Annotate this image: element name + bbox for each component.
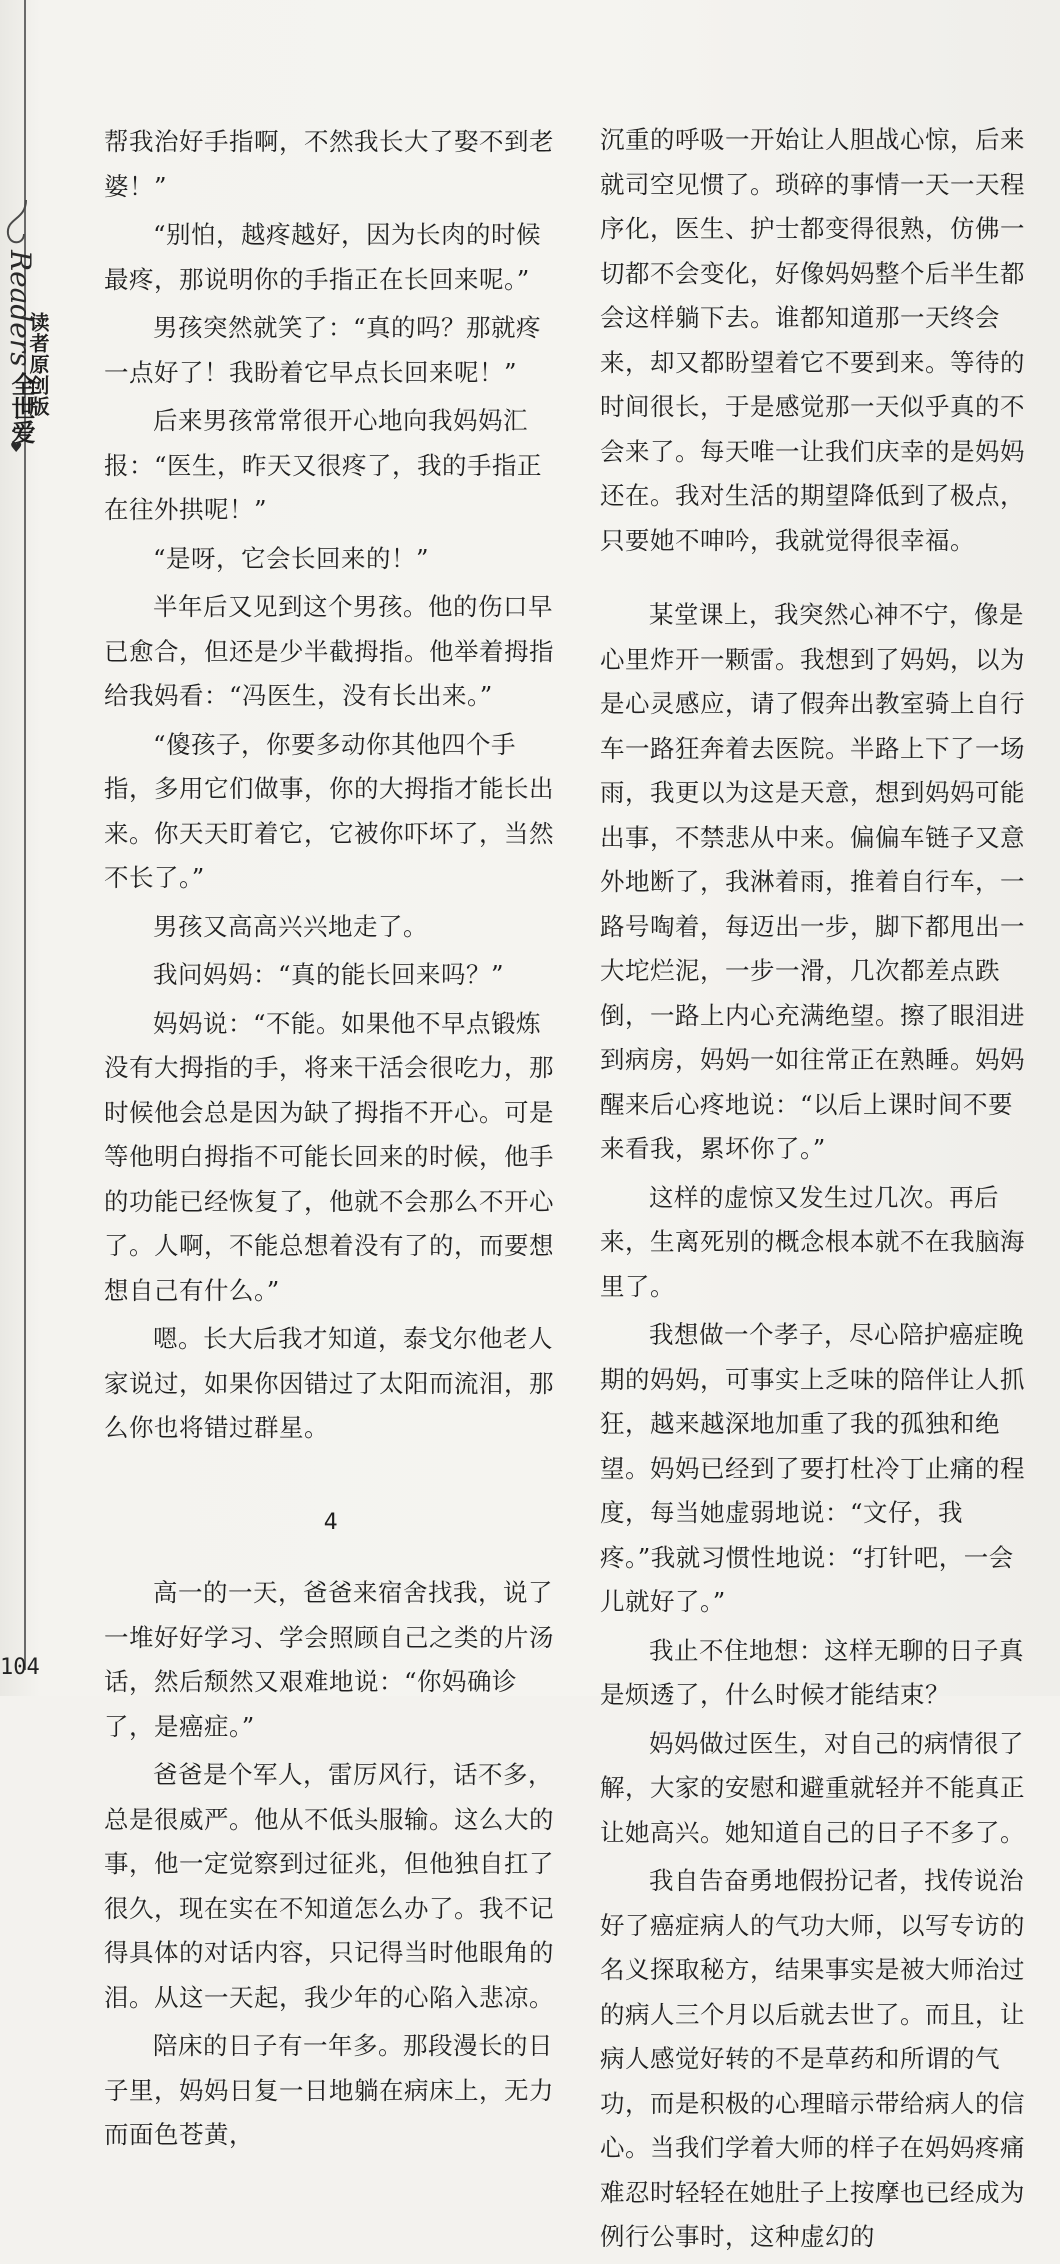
magazine-brand-cn-subtitle: 全世爱 (7, 372, 35, 444)
paragraph: 妈妈说：“不能。如果他不早点锻炼没有大拇指的手，将来干活会很吃力，那时候他会总是因为缺了拇指不开心。可是等他明白拇指不可能长回来的时候，他手的功能已经恢复了，他就不会那么不开心了。人啊，不能总想着没有了的，而要想想自己有什么。” (104, 1008, 554, 1305)
paragraph: 陪床的日子有一年多。那段漫长的日子里，妈妈日复一日地躺在病床上，无力而面色苍黄， (104, 2031, 554, 2149)
paragraph: 我自告奋勇地假扮记者，找传说治好了癌症病人的气功大师，以写专访的名义探取秘方，结果事实是被大师治过的病人三个月以后就去世了。而且，让病人感觉好转的不是草药和所谓的气功，而是积极的心理暗示带给病人的信心。当我们学着大师的样子在妈妈疼痛难忍时轻轻在她肚子上按摩也已经成为例行公事时，这种虚幻的 (600, 1866, 1025, 2251)
paragraph: 嗯。长大后我才知道，泰戈尔他老人家说过，如果你因错过了太阳而流泪，那么你也将错过群星。 (104, 1324, 554, 1442)
paragraph: “傻孩子，你要多动你其他四个手指，多用它们做事，你的大拇指才能长出来。你天天盯着它，它被你吓坏了，当然不长了。” (104, 729, 554, 892)
paragraph: 某堂课上，我突然心神不宁，像是心里炸开一颗雷。我想到了妈妈，以为是心灵感应，请了假奔出教室骑上自行车一路狂奔着去医院。半路上下了一场雨，我更以为这是天意，想到妈妈可能出事，不禁悲从中来。偏偏车链子又意外地断了，我淋着雨，推着自行车，一路号啕着，每迈出一步，脚下都甩出一大坨烂泥，一步一滑，几次都差点跌倒，一路上内心充满绝望。擦了眼泪进到病房，妈妈一如往常正在熟睡。妈妈醒来后心疼地说：“以后上课时间不要来看我，累坏你了。” (600, 600, 1025, 1163)
paragraph: 爸爸是个军人，雷厉风行，话不多，总是很威严。他从不低头服输。这么大的事，他一定觉察到过征兆，但他独自扛了很久，现在实在不知道怎么办了。我不记得具体的对话内容，只记得当时他眼角的泪。从这一天起，我少年的心陷入悲凉。 (104, 1760, 554, 2012)
paragraph: 沉重的呼吸一开始让人胆战心惊，后来就司空见惯了。琐碎的事情一天一天程序化，医生、护士都变得很熟，仿佛一切都不会变化，好像妈妈整个后半生都会这样躺下去。谁都知道那一天终会来，却又都盼望着它不要到来。等待的时间很长，于是感觉那一天似乎真的不会来了。每天唯一让我们庆幸的是妈妈还在。我对生活的期望降低到了极点，只要她不呻吟，我就觉得很幸福。 (600, 125, 1025, 555)
paragraph: 后来男孩常常很开心地向我妈妈汇报：“医生，昨天又很疼了，我的手指正在往外拱呢！” (104, 406, 543, 524)
paragraph: 帮我治好手指啊，不然我长大了娶不到老婆！” (104, 127, 554, 201)
paragraph: “别怕，越疼越好，因为长肉的时候最疼，那说明你的手指正在长回来呢。” (104, 220, 542, 294)
left-column (104, 120, 558, 2162)
paragraph: 高一的一天，爸爸来宿舍找我，说了一堆好好学习、学会照顾自己之类的片汤话，然后颓然又艰难地说：“你妈确诊了，是癌症。” (104, 1578, 554, 1741)
paragraph: 妈妈做过医生，对自己的病情很了解，大家的安慰和避重就轻并不能真正让她高兴。她知道自己的日子不多了。 (600, 1728, 1025, 1847)
magazine-brand-cn: 读者原创版 (26, 312, 50, 417)
right-column (600, 118, 1030, 2264)
paragraph: 我想做一个孝子，尽心陪护癌症晚期的妈妈，可事实上乏味的陪伴让人抓狂，越来越深地加重了我的孤独和绝望。妈妈已经到了要打杜冷丁止痛的程度，每当她虚弱地说：“文仔，我疼。”我就习惯性地说：“打针吧，一会儿就好了。” (600, 1320, 1025, 1616)
paragraph: 半年后又见到这个男孩。他的伤口早已愈合，但还是少半截拇指。他举着拇指给我妈看：“冯医生，没有长出来。” (104, 592, 554, 710)
paragraph: 我止不住地想：这样无聊的日子真是烦透了，什么时候才能结束？ (600, 1635, 1024, 1709)
heart-icon: ♥ (10, 440, 23, 456)
paragraph: “是呀，它会长回来的！” (153, 543, 430, 573)
paragraph: 男孩突然就笑了：“真的吗？那就疼一点好了！我盼着它早点长回来呢！” (104, 313, 542, 387)
magazine-brand-en: Readers (4, 250, 37, 367)
paragraph: 我问妈妈：“真的能长回来吗？” (153, 960, 505, 989)
paragraph: 这样的虚惊又发生过几次。再后来，生离死别的概念根本就不在我脑海里了。 (600, 1182, 1025, 1301)
paragraph: 男孩又高高兴兴地走了。 (153, 911, 428, 941)
section-number: 4 (323, 1509, 339, 1535)
page-number: 104 (0, 1655, 40, 1680)
